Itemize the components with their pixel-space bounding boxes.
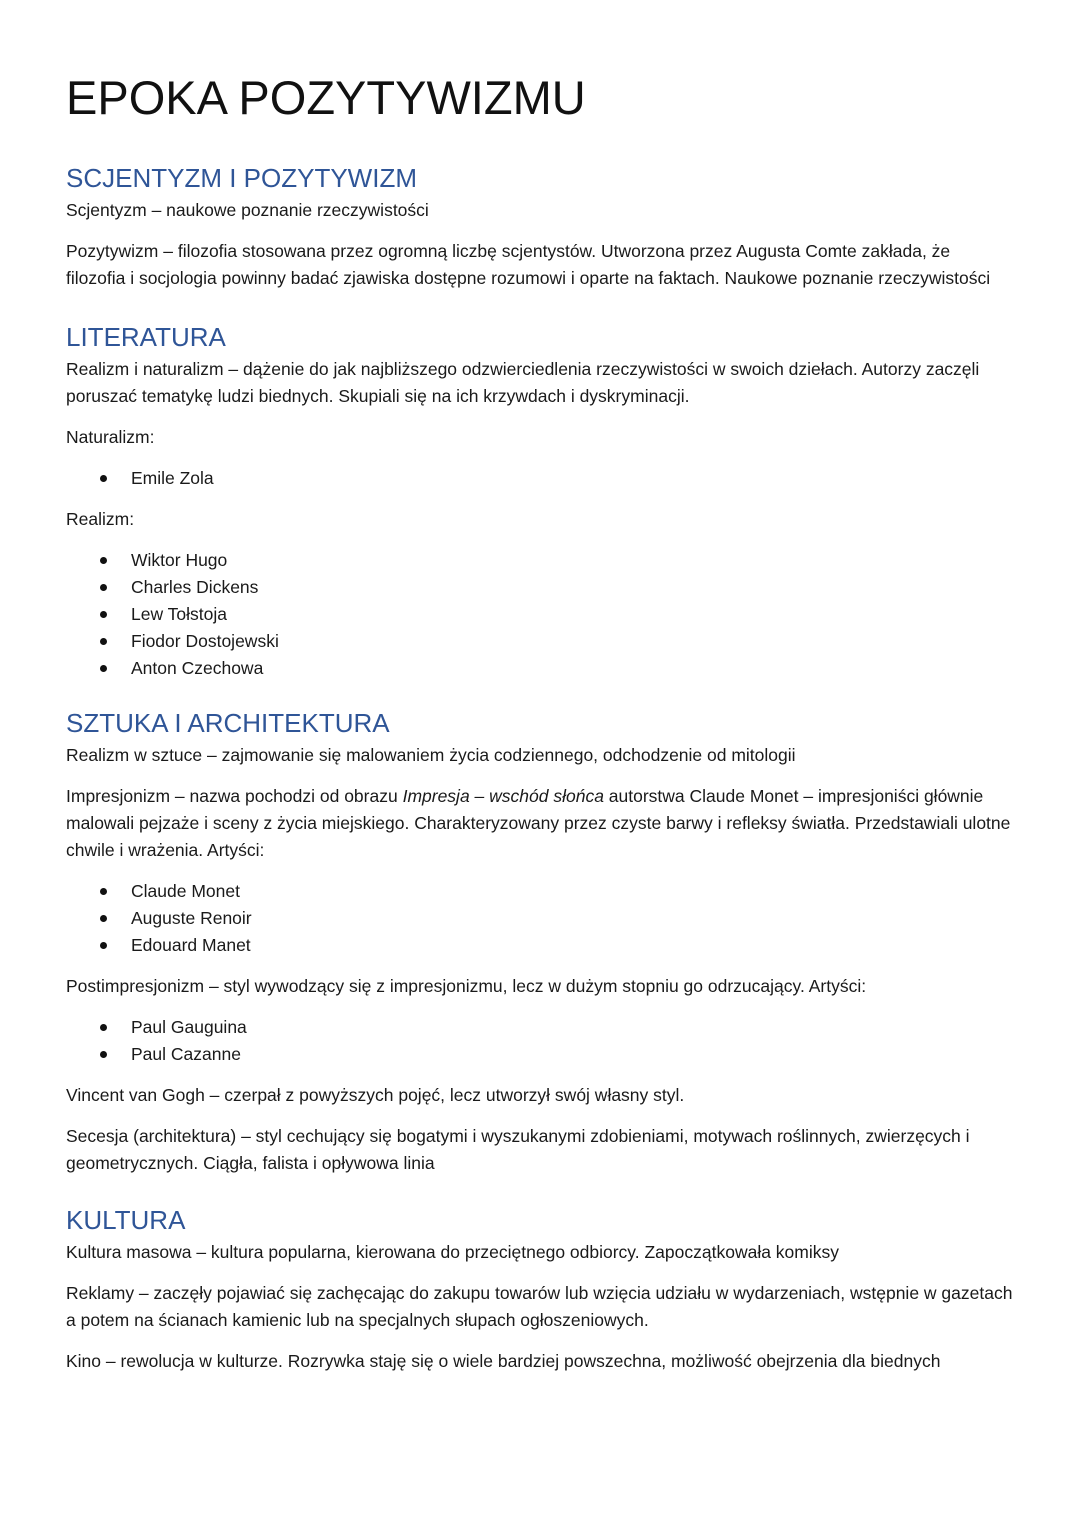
paragraph-impresjonizm bbox=[66, 783, 1014, 864]
section-heading: SCJENTYZM I POZYTYWIZM bbox=[66, 163, 417, 193]
paragraph: Pozytywizm – filozofia stosowana przez ogromną liczbę scjentystów. Utworzona przez Augusta Comte zakłada, że filozofia i socjologia powinny badać zjawiska dostępne rozumowi i oparte na faktach. Naukowe poznanie rzeczywistości bbox=[66, 241, 991, 288]
list-item: Auguste Renoir bbox=[98, 905, 1014, 932]
list-label: Realizm: bbox=[66, 509, 135, 529]
document-title: EPOKA POZYTYWIZMU bbox=[66, 71, 586, 124]
postimpresjonizm-list bbox=[66, 1014, 1014, 1068]
paragraph: Kino – rewolucja w kulturze. Rozrywka staję się o wiele bardziej powszechna, możliwość obejrzenia dla biednych bbox=[66, 1351, 941, 1371]
paragraph: Kultura masowa – kultura popularna, kierowana do przeciętnego odbiorcy. Zapoczątkowała komiksy bbox=[66, 1242, 839, 1262]
paragraph: Realizm w sztuce – zajmowanie się malowaniem życia codziennego, odchodzenie od mitologii bbox=[66, 745, 796, 765]
section-heading: SZTUKA I ARCHITEKTURA bbox=[66, 708, 390, 738]
paragraph: Secesja (architektura) – styl cechujący się bogatymi i wyszukanymi zdobieniami, motywach roślinnych, zwierzęcych i geometrycznych. Ciągła, falista i opływowa linia bbox=[66, 1126, 970, 1173]
naturalizm-list bbox=[66, 465, 1014, 492]
section-heading: KULTURA bbox=[66, 1205, 186, 1235]
paragraph: Vincent van Gogh – czerpał z powyższych pojęć, lecz utworzył swój własny styl. bbox=[66, 1085, 685, 1105]
painting-title: Impresja – wschód słońca bbox=[402, 786, 604, 806]
list-item: Wiktor Hugo bbox=[98, 547, 1014, 574]
paragraph: Postimpresjonizm – styl wywodzący się z impresjonizmu, lecz w dużym stopniu go odrzucający. Artyści: bbox=[66, 976, 867, 996]
section-heading: LITERATURA bbox=[66, 322, 226, 352]
paragraph: Scjentyzm – naukowe poznanie rzeczywistości bbox=[66, 200, 429, 220]
section-literatura bbox=[66, 321, 1014, 682]
list-item: Fiodor Dostojewski bbox=[98, 628, 1014, 655]
section-kultura bbox=[66, 1204, 1014, 1375]
list-item: Lew Tołstoja bbox=[98, 601, 1014, 628]
impresjonizm-list bbox=[66, 878, 1014, 959]
list-item: Charles Dickens bbox=[98, 574, 1014, 601]
text-span: autorstwa Claude Monet – impresjoniści głównie malowali pejzaże i sceny z życia miejskiego. Charakteryzowany przez czyste barwy i refleksy światła. Przedstawiali ulotne chwile i wrażenia. Artyści: bbox=[66, 786, 1011, 860]
list-item: Claude Monet bbox=[98, 878, 1014, 905]
section-scjentyzm bbox=[66, 162, 1014, 292]
realizm-list bbox=[66, 547, 1014, 682]
list-item: Paul Gauguina bbox=[98, 1014, 1014, 1041]
list-label: Naturalizm: bbox=[66, 427, 155, 447]
list-item: Anton Czechowa bbox=[98, 655, 1014, 682]
text-span: Impresjonizm – nazwa pochodzi od obrazu bbox=[66, 786, 403, 806]
list-item: Paul Cazanne bbox=[98, 1041, 1014, 1068]
paragraph: Reklamy – zaczęły pojawiać się zachęcając do zakupu towarów lub wzięcia udziału w wydarzeniach, wstępnie w gazetach a potem na ścianach kamienic lub na specjalnych słupach ogłoszeniowych. bbox=[66, 1283, 1013, 1330]
section-sztuka bbox=[66, 707, 1014, 1177]
paragraph: Realizm i naturalizm – dążenie do jak najbliższego odzwierciedlenia rzeczywistości w swoich dziełach. Autorzy zaczęli poruszać tematykę ludzi biednych. Skupiali się na ich krzywdach i dyskryminacji. bbox=[66, 359, 980, 406]
list-item: Emile Zola bbox=[98, 465, 1014, 492]
list-item: Edouard Manet bbox=[98, 932, 1014, 959]
